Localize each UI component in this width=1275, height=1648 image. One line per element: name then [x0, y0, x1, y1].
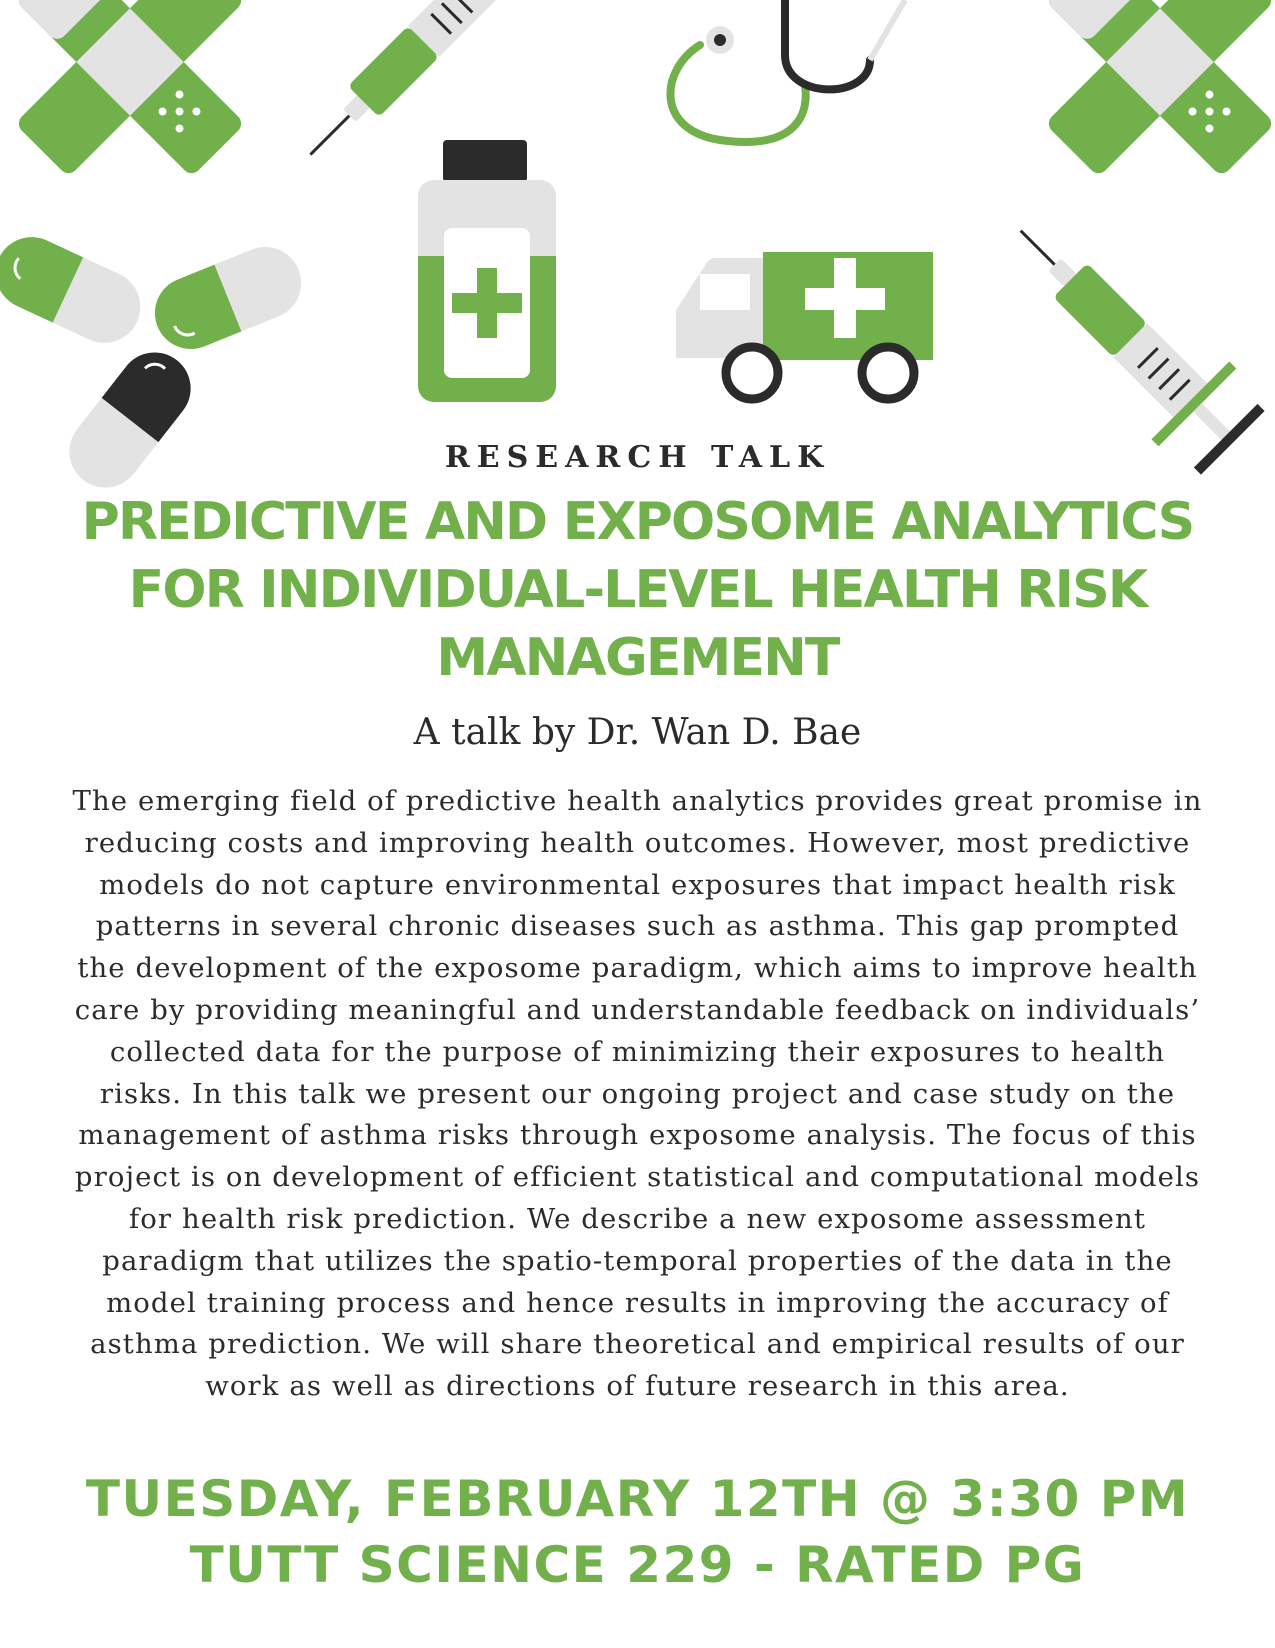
ambulance-icon — [676, 252, 933, 399]
bandage-icon — [983, 0, 1275, 239]
stethoscope-icon — [670, 0, 905, 142]
event-location: TUTT SCIENCE 229 - RATED PG — [189, 1536, 1086, 1594]
abstract-text: The emerging field of predictive health analytics provides great promise in reducing costs and improving health outcomes. However, most predictive models do not capture environmental exposures that impact health risk patterns in several chronic diseases such as asthma. This gap prompted the development of the exposome paradigm, which aims to improve health care by providing meaningful and understandable feedback on individuals’ collected data for the purpose of minimizing their exposures to health risks. In this talk we present our ongoing project and case study on the management of asthma risks through exposome analysis. The focus of this project is on development of efficient statistical and computational models for health risk prediction. We describe a new exposome assessment paradigm that utilizes the spatio-temporal properties of the data in the model training process and hence results in improving the accuracy of asthma prediction. We will share theoretical and empirical results of our work as well as directions of future research in this area. — [72, 785, 1203, 1403]
event-datetime: TUESDAY, FEBRUARY 12TH @ 3:30 PM — [85, 1470, 1190, 1528]
talk-type-label: RESEARCH TALK — [444, 440, 831, 475]
pill-capsule-icon — [55, 338, 205, 500]
bandage-icon — [0, 0, 307, 239]
syringe-icon — [982, 192, 1272, 482]
speaker-line: A talk by Dr. Wan D. Bae — [413, 712, 862, 753]
event-details — [0, 1466, 1275, 1598]
talk-title: PREDICTIVE AND EXPOSOME ANALYTICS FOR INDIVIDUAL-LEVEL HEALTH RISK MANAGEMENT — [81, 492, 1194, 688]
pill-capsule-icon — [144, 236, 312, 360]
medical-illustrations — [0, 0, 1275, 500]
medicine-bottle-icon — [418, 140, 556, 402]
pill-capsule-icon — [0, 225, 152, 354]
